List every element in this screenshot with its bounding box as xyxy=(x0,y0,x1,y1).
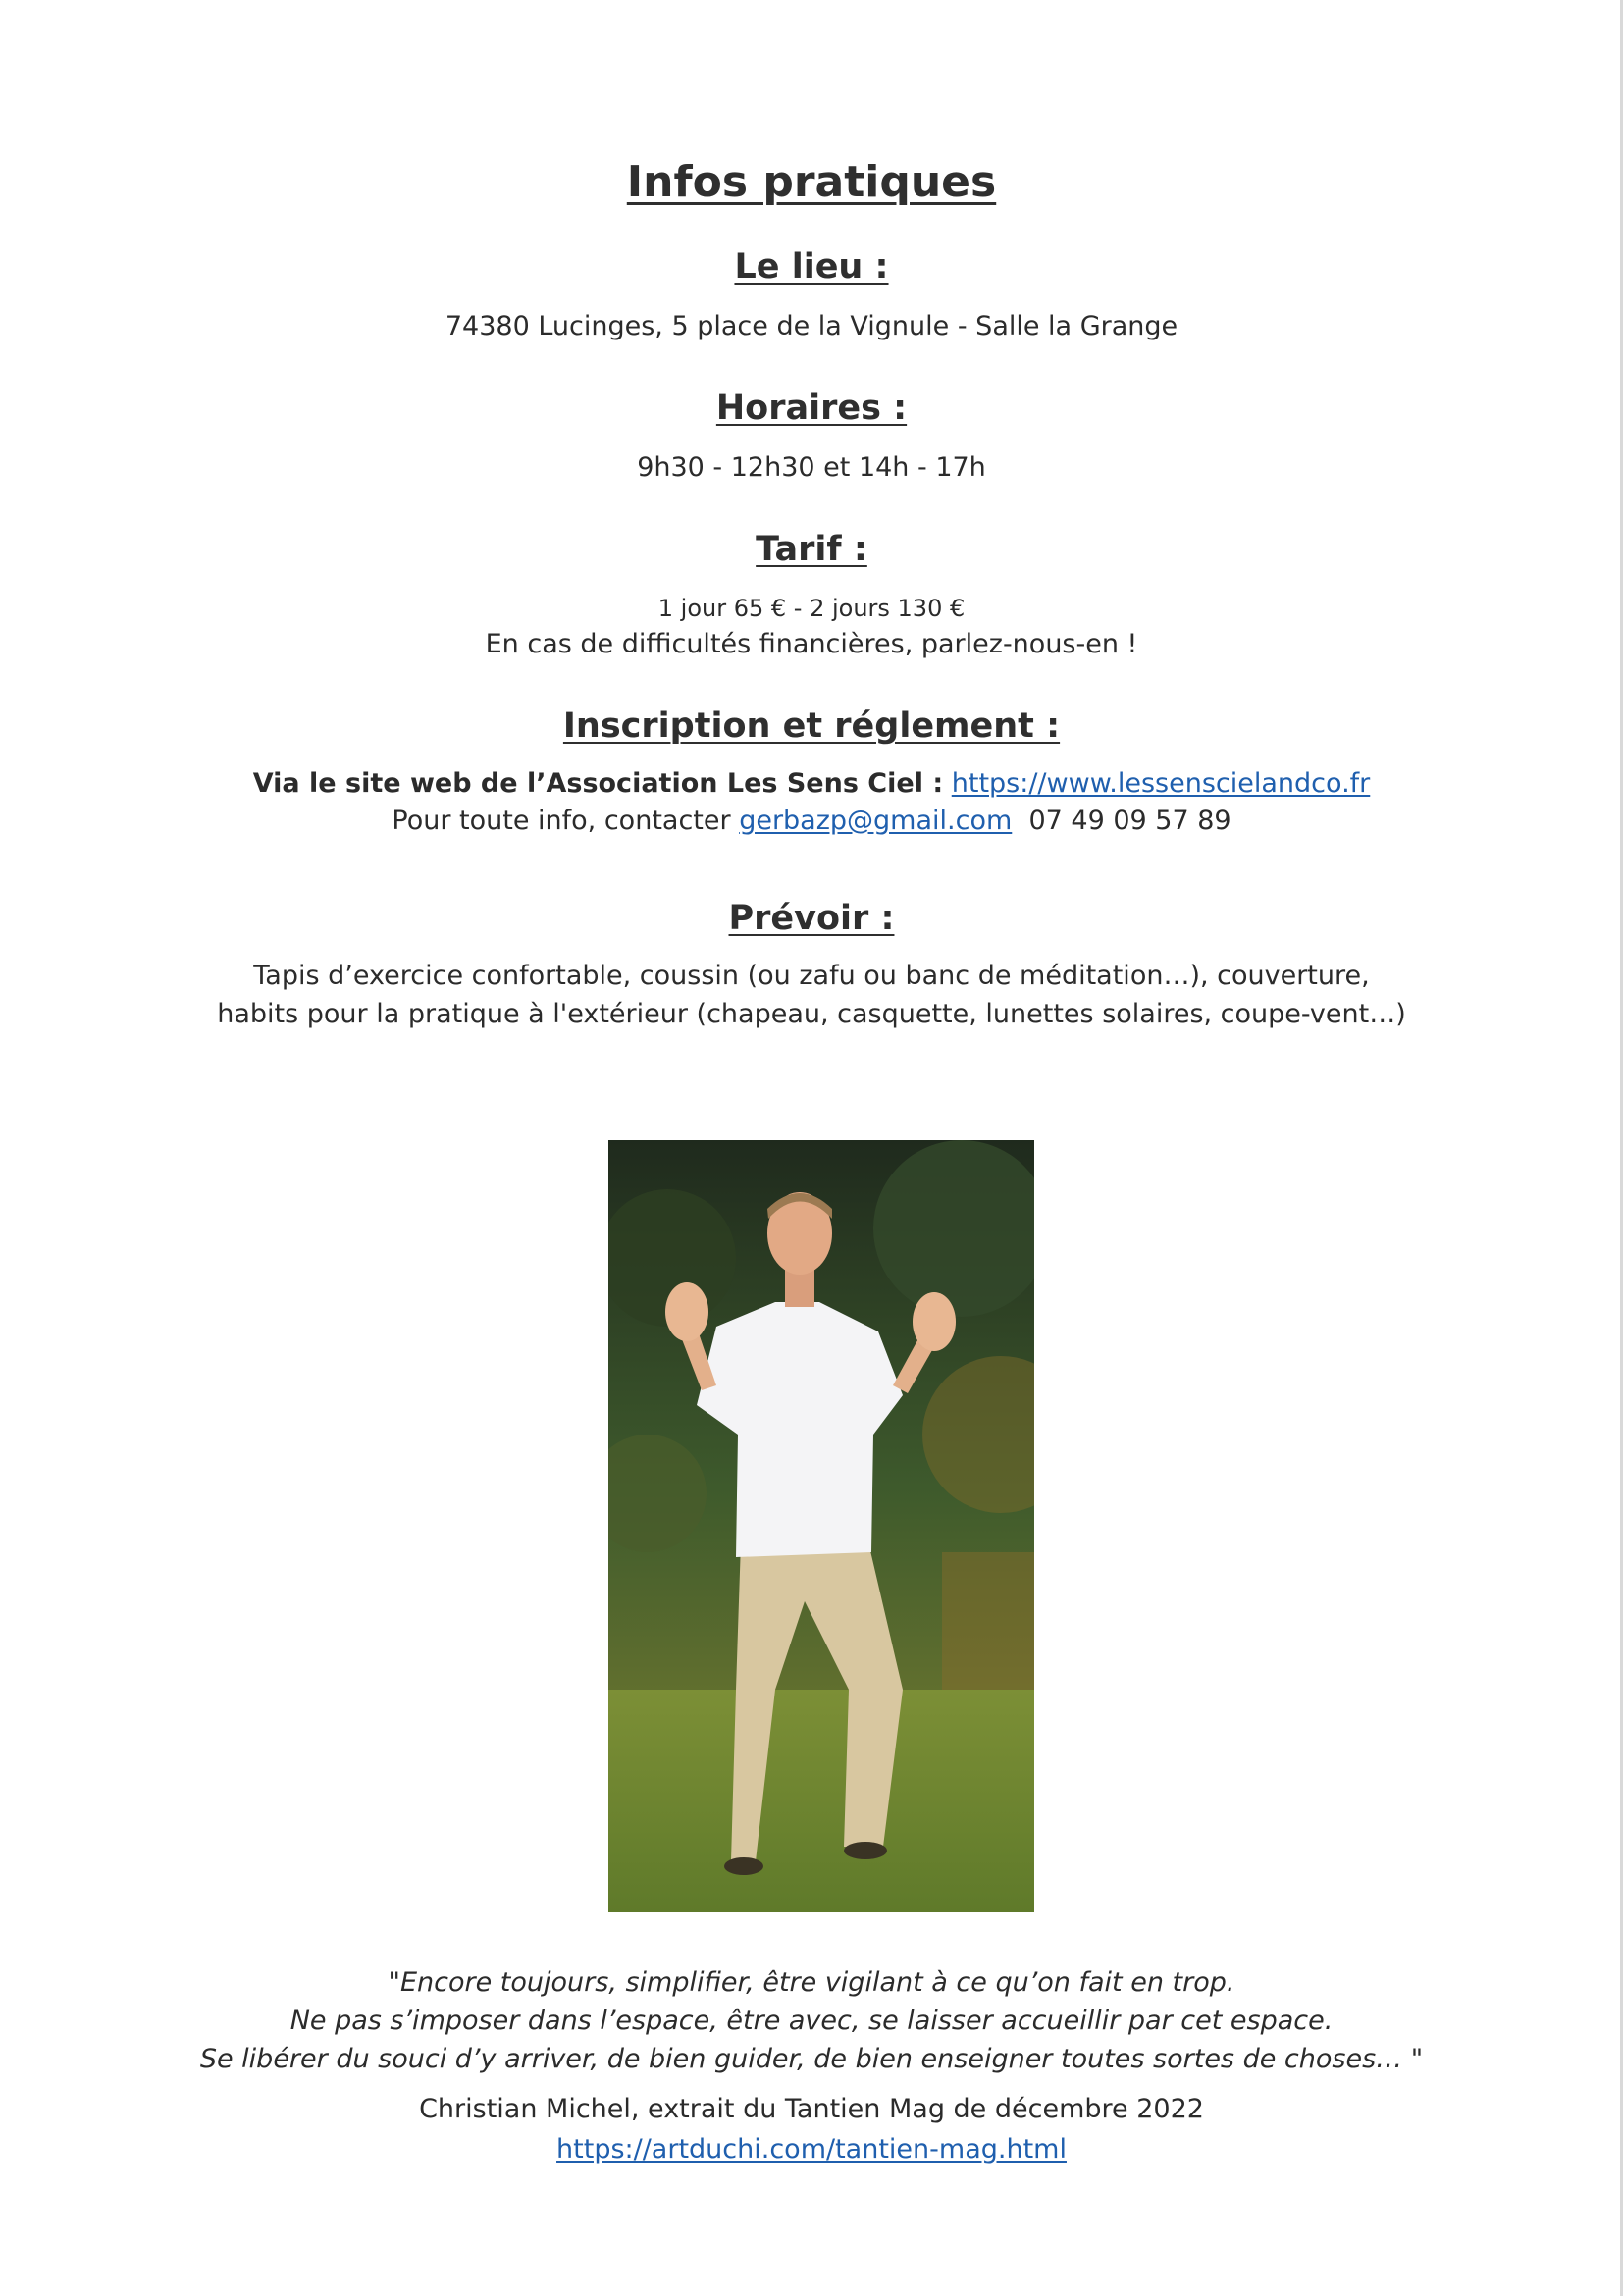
tarif-note: En cas de difficultés financières, parlez-nous-en ! xyxy=(485,629,1138,659)
tarif-heading: Tarif : xyxy=(756,530,867,569)
contact-email-link[interactable]: gerbazp@gmail.com xyxy=(739,806,1013,836)
tarif-prices: 1 jour 65 € - 2 jours 130 € xyxy=(657,595,966,622)
lieu-heading: Le lieu : xyxy=(734,247,889,287)
quote-line-2: Ne pas s’imposer dans l’espace, être avec, se laisser accueillir par cet espace. xyxy=(289,2006,1334,2036)
tantien-mag-link[interactable]: https://artduchi.com/tantien-mag.html xyxy=(556,2134,1067,2165)
inscription-via-line xyxy=(0,765,1623,803)
quote-line-1: "Encore toujours, simplifier, être vigilant à ce qu’on fait en trop. xyxy=(388,1967,1235,1998)
prevoir-heading: Prévoir : xyxy=(728,899,895,938)
horaires-heading: Horaires : xyxy=(715,389,908,428)
quote-attribution: Christian Michel, extrait du Tantien Mag de décembre 2022 xyxy=(419,2094,1204,2124)
horaires-text: 9h30 - 12h30 et 14h - 17h xyxy=(637,452,986,483)
association-website-link[interactable]: https://www.lessenscielandco.fr xyxy=(951,768,1371,799)
prevoir-line-1: Tapis d’exercice confortable, coussin (ou zafu ou banc de méditation…), couverture, xyxy=(253,961,1370,991)
page-title: Infos pratiques xyxy=(626,157,997,207)
quote-line-3: Se libérer du souci d’y arriver, de bien guider, de bien enseigner toutes sortes de choses… " xyxy=(199,2044,1424,2074)
inscription-contact-line xyxy=(0,803,1623,840)
inscription-via-label: Via le site web de l’Association Les Sens Ciel : xyxy=(252,768,944,799)
attribution-link-line xyxy=(0,2131,1623,2168)
prevoir-line-2: habits pour la pratique à l'extérieur (chapeau, casquette, lunettes solaires, coupe-vent…) xyxy=(217,999,1406,1029)
tai-chi-practitioner-photo xyxy=(608,1140,1034,1912)
contact-phone: 07 49 09 57 89 xyxy=(1028,806,1231,836)
lieu-text: 74380 Lucinges, 5 place de la Vignule - Salle la Grange xyxy=(445,311,1178,341)
contact-label: Pour toute info, contacter xyxy=(392,806,731,836)
inscription-heading: Inscription et réglement : xyxy=(562,706,1061,746)
